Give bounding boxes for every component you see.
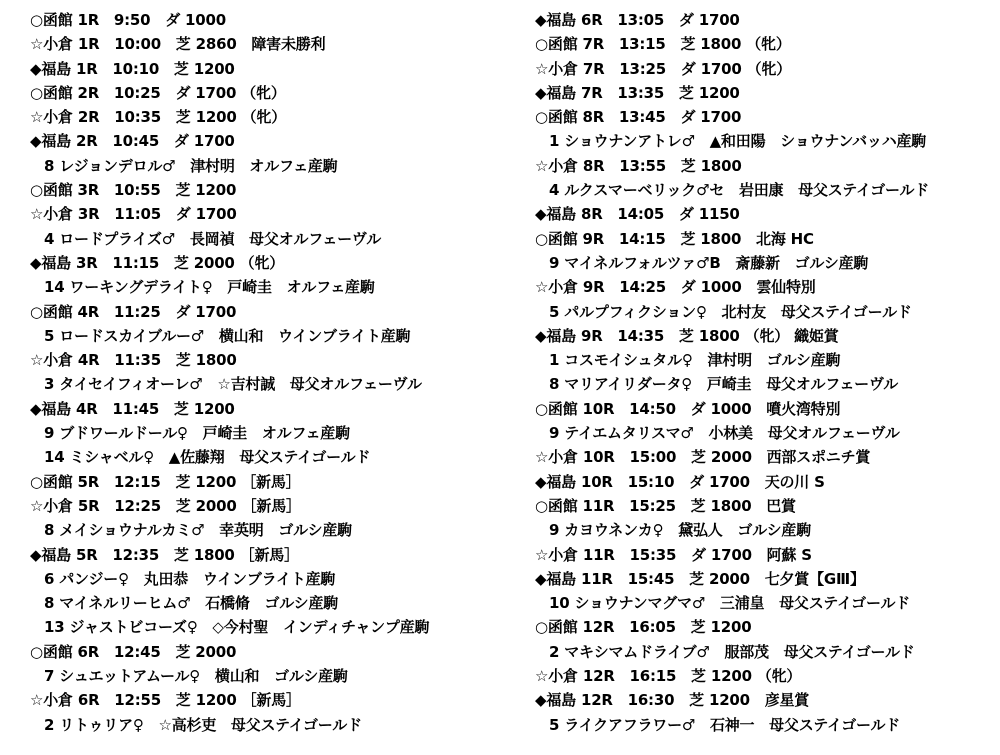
race-header: ○函館 12R 16:05 芝 1200 <box>535 618 752 637</box>
horse-entry: 5 ライクアフラワー♂ 石神一 母父ステイゴールド <box>549 715 901 734</box>
horse-entry: 9 カヨウネンカ♀ 黛弘人 ゴルシ産駒 <box>549 521 812 540</box>
race-header: ◆福島 6R 13:05 ダ 1700 <box>535 11 740 29</box>
race-header: ☆小倉 8R 13:55 芝 1800 <box>535 156 742 175</box>
horse-entry: 2 マキシマムドライブ♂ 服部茂 母父ステイゴールド <box>549 642 915 661</box>
race-header: ☆小倉 2R 10:35 芝 1200 （牝） <box>30 108 286 127</box>
horse-entry: 4 ルクスマーベリック♂セ 岩田康 母父ステイゴールド <box>549 181 930 200</box>
race-header: ◆福島 5R 12:35 芝 1800 ［新馬］ <box>30 545 299 564</box>
horse-entry: 6 パンジー♀ 丸田恭 ウインブライト産駒 <box>44 569 336 588</box>
horse-entry: 8 マリアイリダータ♀ 戸崎圭 母父オルフェーヴル <box>549 375 899 394</box>
horse-entry: 9 テイエムタリスマ♂ 小林美 母父オルフェーヴル <box>549 424 900 443</box>
race-header: ○函館 4R 11:25 ダ 1700 <box>30 302 237 321</box>
race-header: ☆小倉 10R 15:00 芝 2000 西部スポニチ賞 <box>535 448 871 467</box>
race-header: ○函館 9R 14:15 芝 1800 北海 HC <box>535 229 814 248</box>
race-header: ○函館 2R 10:25 ダ 1700 （牝） <box>30 83 286 102</box>
race-header: ☆小倉 12R 16:15 芝 1200 （牝） <box>535 667 802 686</box>
race-header: ☆小倉 4R 11:35 芝 1800 <box>30 351 237 370</box>
race-header: ◆福島 7R 13:35 芝 1200 <box>535 83 740 102</box>
horse-entry: 3 タイセイフィオーレ♂ ☆吉村誠 母父オルフェーヴル <box>44 375 422 394</box>
race-header: ○函館 5R 12:15 芝 1200 ［新馬］ <box>30 472 301 491</box>
race-header: ☆小倉 5R 12:25 芝 2000 ［新馬］ <box>30 496 301 515</box>
race-header: ◆福島 3R 11:15 芝 2000 （牝） <box>30 253 285 272</box>
horse-entry: 9 マイネルフォルツァ♂B 斎藤新 ゴルシ産駒 <box>549 253 869 272</box>
horse-entry: 8 メイショウナルカミ♂ 幸英明 ゴルシ産駒 <box>44 521 352 540</box>
race-header: ○函館 8R 13:45 ダ 1700 <box>535 108 742 127</box>
race-header: ○函館 6R 12:45 芝 2000 <box>30 642 237 661</box>
horse-entry: 13 ジャストビコーズ♀ ◇今村聖 インディチャンプ産駒 <box>44 618 430 637</box>
race-header: ○函館 10R 14:50 ダ 1000 噴火湾特別 <box>535 399 841 418</box>
horse-entry: 1 ショウナンアトレ♂ ▲和田陽 ショウナンバッハ産駒 <box>549 132 927 151</box>
race-header: ◆福島 2R 10:45 ダ 1700 <box>30 132 235 151</box>
race-header: ☆小倉 11R 15:35 ダ 1700 阿蘇 S <box>535 545 812 564</box>
race-header: ☆小倉 7R 13:25 ダ 1700 （牝） <box>535 59 791 78</box>
horse-entry: 5 パルプフィクション♀ 北村友 母父ステイゴールド <box>549 302 912 321</box>
race-header: ◆福島 11R 15:45 芝 2000 七夕賞【GⅢ】 <box>535 569 865 588</box>
horse-entry: 14 ワーキングデライト♀ 戸崎圭 オルフェ産駒 <box>44 278 375 297</box>
horse-entry: 1 コスモイシュタル♀ 津村明 ゴルシ産駒 <box>549 351 841 370</box>
horse-entry: 8 レジョンデロル♂ 津村明 オルフェ産駒 <box>44 156 338 175</box>
horse-entry: 8 マイネルリーヒム♂ 石橋脩 ゴルシ産駒 <box>44 594 339 613</box>
race-header: ◆福島 10R 15:10 ダ 1700 天の川 S <box>535 472 825 491</box>
horse-entry: 4 ロードプライズ♂ 長岡禎 母父オルフェーヴル <box>44 229 382 248</box>
race-header: ◆福島 1R 10:10 芝 1200 <box>30 59 235 78</box>
horse-entry: 9 ブドワールドール♀ 戸崎圭 オルフェ産駒 <box>44 424 350 443</box>
race-header: ◆福島 9R 14:35 芝 1800 （牝） 織姫賞 <box>535 326 839 345</box>
right-column <box>535 8 995 737</box>
horse-entry: 7 シュエットアムール♀ 横山和 ゴルシ産駒 <box>44 667 348 686</box>
horse-entry: 14 ミシャベル♀ ▲佐藤翔 母父ステイゴールド <box>44 448 371 467</box>
left-column <box>30 8 500 737</box>
race-header: ☆小倉 9R 14:25 ダ 1000 雲仙特別 <box>535 278 816 297</box>
race-header: ◆福島 12R 16:30 芝 1200 彦星賞 <box>535 691 810 710</box>
horse-entry: 5 ロードスカイブルー♂ 横山和 ウインブライト産駒 <box>44 326 411 345</box>
race-header: ◆福島 4R 11:45 芝 1200 <box>30 399 235 418</box>
horse-entry: 10 ショウナンマグマ♂ 三浦皇 母父ステイゴールド <box>549 594 911 613</box>
horse-entry: 2 リトゥリア♀ ☆高杉吏 母父ステイゴールド <box>44 715 362 734</box>
race-header: ☆小倉 1R 10:00 芝 2860 障害未勝利 <box>30 35 326 54</box>
race-header: ○函館 11R 15:25 芝 1800 巴賞 <box>535 496 796 515</box>
race-header: ○函館 1R 9:50 ダ 1000 <box>30 11 226 29</box>
race-header: ☆小倉 6R 12:55 芝 1200 ［新馬］ <box>30 691 301 710</box>
race-header: ○函館 7R 13:15 芝 1800 （牝） <box>535 35 791 54</box>
race-header: ☆小倉 3R 11:05 ダ 1700 <box>30 205 237 224</box>
race-header: ◆福島 8R 14:05 ダ 1150 <box>535 205 740 224</box>
race-header: ○函館 3R 10:55 芝 1200 <box>30 181 237 200</box>
